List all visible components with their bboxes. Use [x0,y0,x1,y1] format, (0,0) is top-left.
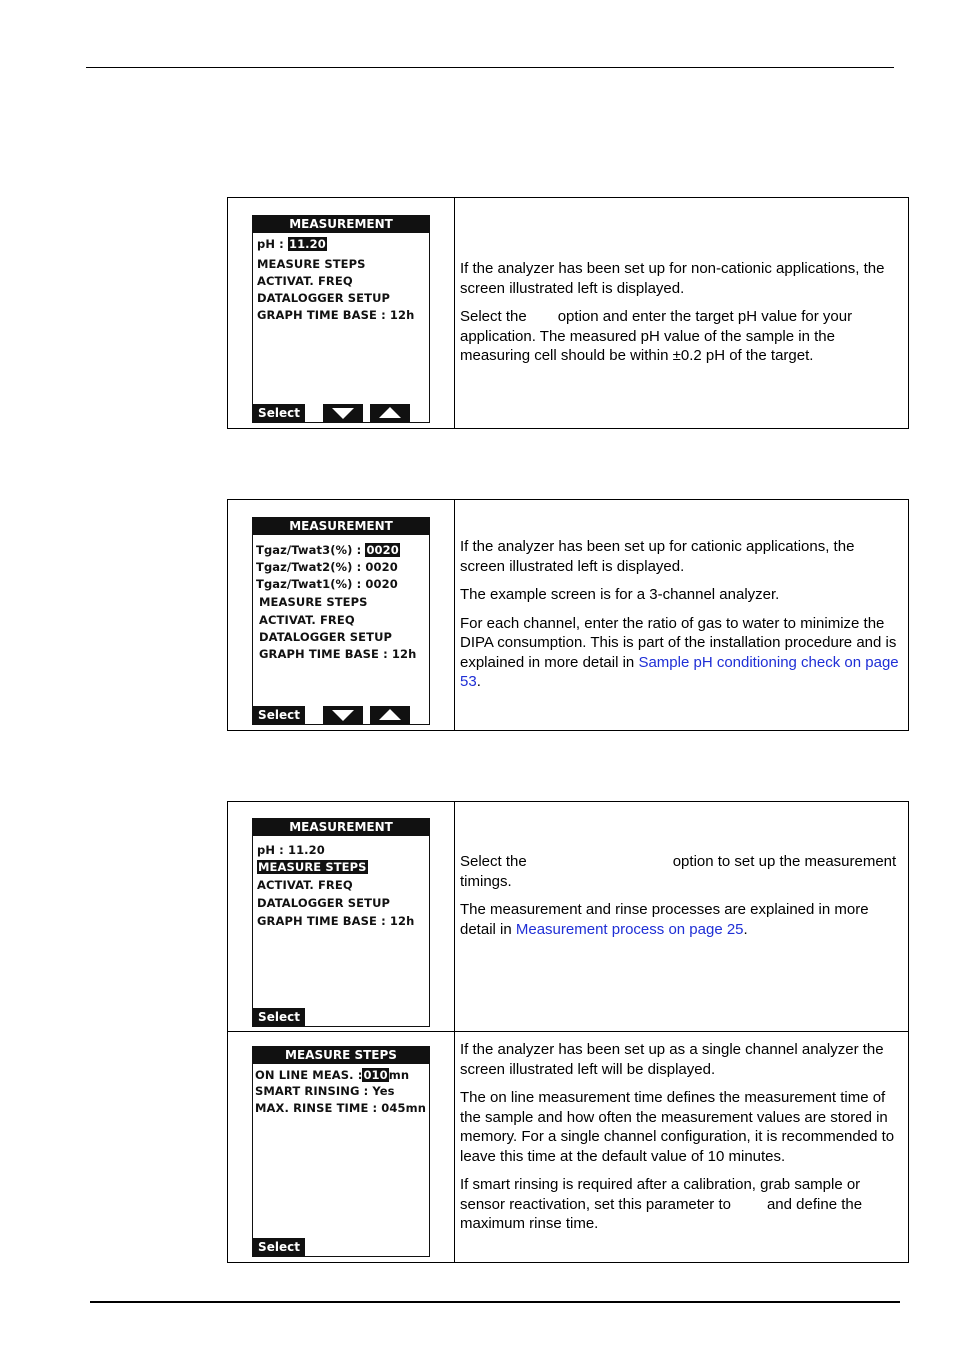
lcd-line-smart-rinsing: SMART RINSING : Yes [255,1084,395,1098]
lcd-text: ON LINE MEAS. : [255,1068,363,1082]
description-single-channel [460,1040,900,1243]
description-measure-steps [460,852,900,948]
paragraph [460,1175,900,1234]
lcd-line-measure-steps: MEASURE STEPS [257,257,366,271]
lcd-line-activat-freq: ACTIVAT. FREQ [259,613,355,627]
paragraph: The on line measurement time defines the measurement time of the sample and how often the measurement values are stored in memory. For a single channel configuration, it is recommended to leave this time at the default value of 10 minutes. [460,1089,895,1165]
lcd-line-graph-time: GRAPH TIME BASE : 12h [259,647,417,661]
lcd-highlight: 11.20 [288,237,326,251]
link-sample-ph-conditioning[interactable]: Sample pH conditioning check on page 53 [460,653,899,690]
text: option and enter the target pH value for your application. The measured pH value of the sample in the measuring cell should be within ±0.2 pH of the target. [460,308,853,364]
lcd-line-tgaz2: Tgaz/Twat2(%) : 0020 [256,560,398,574]
lcd-highlight: 0020 [366,543,399,557]
column-divider [454,500,455,730]
lcd-header: MEASUREMENT [253,216,429,233]
arrow-up-icon [379,709,401,720]
paragraph [460,852,900,891]
select-softkey[interactable]: Select [253,1238,305,1256]
paragraph: If the analyzer has been set up as a single channel analyzer the screen illustrated left will be displayed. [460,1041,884,1078]
lcd-line-datalogger: DATALOGGER SETUP [257,291,391,305]
lcd-text: mn [388,1068,410,1082]
lcd-text: Tgaz/Twat3(%) : [256,543,366,557]
select-softkey[interactable]: Select [253,1008,305,1026]
lcd-screen-measurement-noncationic [252,215,430,423]
table-cationic [227,499,909,731]
up-softkey[interactable] [370,706,410,724]
lcd-header: MEASUREMENT [253,819,429,836]
lcd-line-tgaz3 [256,543,400,557]
footer-rule [90,1301,900,1303]
lcd-line-ph [257,237,327,251]
lcd-highlight: 010 [363,1068,388,1082]
lcd-line-tgaz1: Tgaz/Twat1(%) : 0020 [256,577,398,591]
lcd-header: MEASUREMENT [253,518,429,535]
lcd-line-graph-time: GRAPH TIME BASE : 12h [257,914,415,928]
lcd-line-measure-steps: MEASURE STEPS [259,595,368,609]
table-measure-steps [227,801,909,1263]
text: and define the maximum rinse time. [460,1195,863,1232]
text: option to set up the measurement timings. [460,853,897,890]
paragraph [460,614,900,692]
text: Select the [460,853,527,870]
lcd-line-activat-freq: ACTIVAT. FREQ [257,274,353,288]
header-rule [86,67,894,68]
text: If smart rinsing is required after a calibration, grab sample or sensor reactivation, set this parameter to [460,1176,861,1213]
lcd-screen-measurement-select [252,818,430,1027]
lcd-line-online-meas [255,1068,409,1082]
description-cationic [460,537,900,701]
down-softkey[interactable] [323,404,363,422]
lcd-header: MEASURE STEPS [253,1047,429,1064]
lcd-line-ph: pH : 11.20 [257,843,325,857]
select-softkey[interactable]: Select [253,404,305,422]
text: Select the [460,308,527,325]
lcd-line-activat-freq: ACTIVAT. FREQ [257,878,353,892]
arrow-down-icon [332,408,354,419]
description-non-cationic [460,259,900,375]
lcd-line-measure-steps [257,860,368,874]
lcd-screen-measurement-cationic [252,517,430,725]
text: . [743,920,748,938]
text: . [476,673,481,690]
column-divider [454,198,455,428]
up-softkey[interactable] [370,404,410,422]
paragraph: The example screen is for a 3-channel analyzer. [460,586,780,603]
lcd-line-graph-time: GRAPH TIME BASE : 12h [257,308,415,322]
paragraph [460,900,900,939]
arrow-down-icon [332,710,354,721]
paragraph: If the analyzer has been set up for cationic applications, the screen illustrated left is displayed. [460,538,855,575]
lcd-line-datalogger: DATALOGGER SETUP [259,630,393,644]
arrow-up-icon [379,407,401,418]
lcd-line-max-rinse: MAX. RINSE TIME : 045mn [255,1101,426,1115]
lcd-line-datalogger: DATALOGGER SETUP [257,896,391,910]
column-divider [454,802,455,1262]
text: For each channel, enter the ratio of gas to water to minimize the DIPA consumption. This is part of the installation procedure and is explained in more detail in [460,614,897,671]
table-non-cationic [227,197,909,429]
row-divider [228,1031,908,1032]
paragraph [460,307,900,366]
paragraph: If the analyzer has been set up for non-cationic applications, the screen illustrated left is displayed. [460,260,885,297]
lcd-text: pH : [257,237,288,251]
select-softkey[interactable]: Select [253,706,305,724]
lcd-screen-measure-steps [252,1046,430,1257]
lcd-highlight: MEASURE STEPS [258,860,367,874]
down-softkey[interactable] [323,706,363,724]
text: The measurement and rinse processes are explained in more detail in [460,901,869,938]
link-measurement-process[interactable]: Measurement process on page 25 [515,920,744,938]
